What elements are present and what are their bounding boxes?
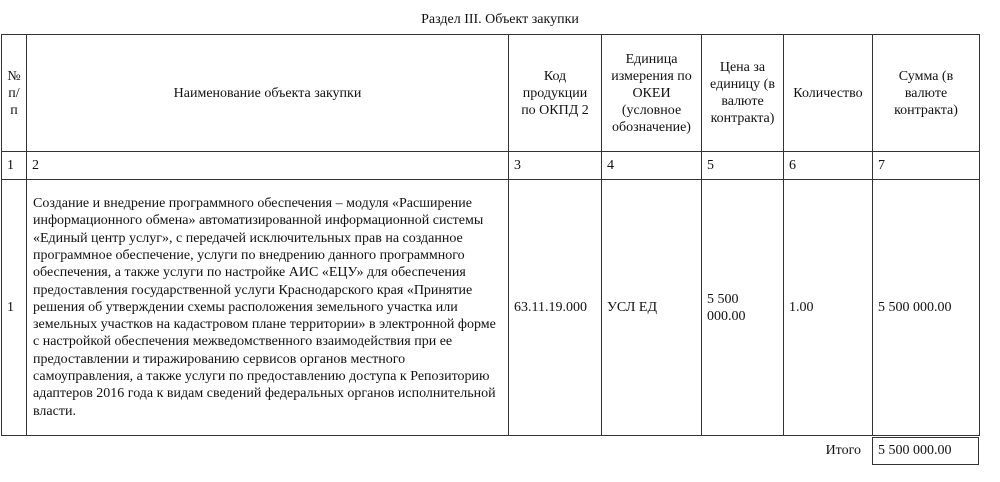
total-row [1, 437, 979, 464]
header-okpd: Код продукции по ОКПД 2 [509, 35, 602, 152]
column-number: 7 [873, 152, 980, 180]
column-number: 1 [2, 152, 27, 180]
header-sum: Сумма (в валюте контракта) [873, 35, 980, 152]
header-unit: Единица измерения по ОКЕИ (условное обозначение) [602, 35, 702, 152]
column-number: 3 [509, 152, 602, 180]
header-num: № п/п [2, 35, 27, 152]
header-row [2, 35, 980, 152]
row-description: Создание и внедрение программного обеспечения – модуля «Расширение информационного обмена» автоматизированной информационной системы «Единый центр услуг», с передачей исключительных прав на созданное программное обеспечение, услуги по внедрению данного программного обеспечения, а также услуги по настройке АИС «ЕЦУ» для обеспечения предоставления государственной услуги Краснодарского края «Принятие решения об утверждении схемы расположения земельного участка или земельных участков на кадастровом плане территории» в электронной форме с настройкой обеспечения межведомственного взаимодействия при ее предоставлении и тиражированию сервисов органов местного самоуправления, а также услуги по предоставлению доступа к Репозиторию адаптеров 2016 года к видам сведений федеральных органов исполнительной власти. [27, 180, 509, 436]
header-name: Наименование объекта закупки [27, 35, 509, 152]
column-number: 2 [27, 152, 509, 180]
row-price: 5 500 000.00 [702, 180, 784, 436]
column-number: 6 [784, 152, 873, 180]
column-number-row [2, 152, 980, 180]
total-label: Итого [825, 443, 861, 458]
header-qty: Количество [784, 35, 873, 152]
section-title: Раздел III. Объект закупки [421, 12, 579, 27]
procurement-table [1, 34, 980, 436]
row-num: 1 [2, 180, 27, 436]
header-price: Цена за единицу (в валюте контракта) [702, 35, 784, 152]
row-unit: УСЛ ЕД [602, 180, 702, 436]
row-sum: 5 500 000.00 [873, 180, 980, 436]
row-quantity: 1.00 [784, 180, 873, 436]
row-okpd-code: 63.11.19.000 [509, 180, 602, 436]
column-number: 5 [702, 152, 784, 180]
total-value: 5 500 000.00 [872, 437, 979, 465]
column-number: 4 [602, 152, 702, 180]
table-row [2, 180, 980, 436]
